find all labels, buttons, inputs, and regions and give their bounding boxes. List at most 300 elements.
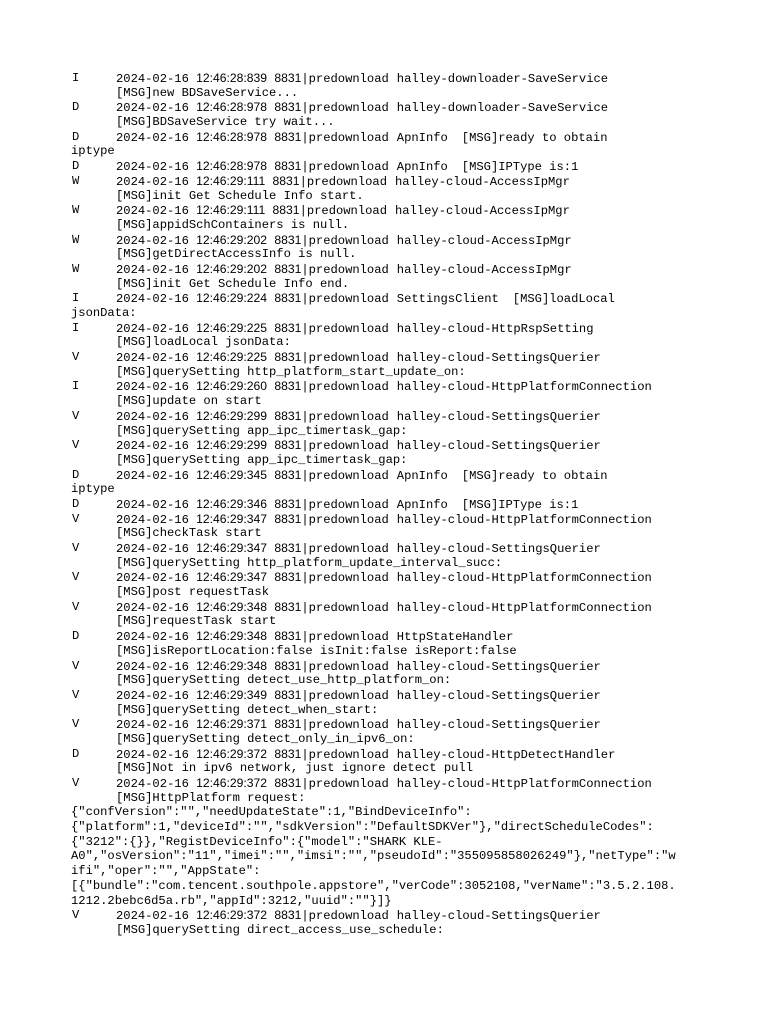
log-time: 12:46:28:978 — [196, 129, 268, 144]
log-message: [MSG]ready to obtain — [461, 468, 608, 483]
log-pid: 8831 — [274, 379, 302, 394]
log-time: 12:46:29:348 — [196, 599, 268, 614]
log-message: [MSG]init Get Schedule Info start. — [116, 188, 364, 203]
log-process: |predownload — [301, 688, 389, 703]
log-message: [MSG]IPType is:1 — [461, 160, 579, 175]
log-payload-line — [72, 820, 702, 835]
log-process: |predownload — [301, 233, 389, 248]
log-tag: halley-cloud-SettingsQuerier — [396, 909, 601, 924]
log-timestamp — [116, 571, 267, 585]
log-date: 2024-02-16 — [116, 321, 189, 336]
log-process: |predownload — [301, 777, 389, 791]
log-date: 2024-02-16 — [116, 659, 189, 674]
log-pid: 8831 — [274, 467, 302, 482]
log-pid: 8831 — [274, 291, 302, 306]
log-tag: halley-cloud-AccessIpMgr — [396, 262, 572, 277]
log-process: |predownload — [301, 497, 389, 512]
log-message: [MSG]querySetting direct_access_use_schedule: — [116, 922, 444, 937]
log-payload: [{"bundle":"com.tencent.southpole.appstore","verCode":3052108,"verName":"3.5.2.108. — [71, 878, 676, 893]
log-date: 2024-02-16 — [116, 292, 189, 307]
log-line — [72, 629, 702, 644]
log-tag: ApnInfo — [396, 130, 448, 145]
log-line — [72, 438, 702, 453]
log-timestamp — [116, 410, 267, 424]
log-line — [72, 115, 702, 130]
log-message: [MSG]querySetting app_ipc_timertask_gap: — [116, 423, 408, 438]
log-process: |predownload — [301, 130, 389, 145]
log-line — [72, 130, 702, 145]
log-line — [72, 673, 702, 688]
log-message: [MSG]init Get Schedule Info end. — [116, 276, 350, 291]
log-entry — [72, 350, 702, 379]
log-line — [72, 306, 702, 321]
log-level: D — [72, 100, 80, 115]
log-process: |predownload — [301, 571, 389, 586]
log-line — [72, 776, 702, 791]
log-tag: halley-downloader-SaveService — [396, 72, 609, 86]
log-pid: 8831 — [274, 320, 302, 335]
log-line — [72, 747, 702, 762]
log-line — [72, 365, 702, 380]
log-date: 2024-02-16 — [116, 160, 189, 175]
log-level: V — [72, 541, 80, 555]
log-line — [72, 761, 702, 776]
log-entry — [72, 629, 702, 658]
log-entry — [72, 570, 702, 599]
log-timestamp — [116, 322, 267, 336]
log-timestamp — [116, 380, 267, 394]
log-line — [72, 379, 702, 394]
log-pid: 8831 — [274, 717, 302, 732]
log-line — [72, 703, 702, 718]
log-time: 12:46:29:299 — [196, 408, 268, 423]
log-process: |predownload — [301, 600, 389, 615]
log-time: 12:46:29:371 — [196, 717, 268, 732]
log-line — [72, 556, 702, 571]
log-entry — [72, 541, 702, 570]
log-line — [72, 468, 702, 483]
log-process: |predownload — [301, 262, 389, 277]
log-date: 2024-02-16 — [116, 600, 189, 615]
log-timestamp — [116, 630, 267, 644]
log-time: 12:46:29:347 — [196, 541, 268, 555]
log-time: 12:46:29:202 — [196, 261, 268, 276]
log-entry — [72, 100, 702, 129]
log-level: V — [72, 511, 80, 526]
log-level: V — [72, 408, 80, 423]
log-line — [72, 174, 702, 189]
log-document — [72, 71, 702, 938]
log-line — [72, 144, 702, 159]
log-tag: halley-cloud-SettingsQuerier — [396, 659, 601, 674]
log-date: 2024-02-16 — [116, 204, 189, 219]
log-process: |predownload — [301, 292, 389, 307]
log-pid: 8831 — [274, 541, 302, 555]
log-level: D — [72, 159, 80, 174]
log-time: 12:46:29:346 — [196, 496, 268, 511]
log-message: [MSG]getDirectAccessInfo is null. — [116, 247, 357, 262]
log-line — [72, 291, 702, 306]
log-line — [72, 189, 702, 204]
log-entry — [72, 688, 702, 717]
log-timestamp — [116, 131, 267, 145]
log-time: 12:46:29:225 — [196, 350, 268, 365]
log-pid: 8831 — [274, 438, 302, 453]
log-level: V — [72, 599, 80, 614]
log-time: 12:46:29:347 — [196, 511, 268, 526]
log-pid: 8831 — [274, 232, 302, 247]
log-line — [72, 482, 702, 497]
log-date: 2024-02-16 — [116, 468, 189, 483]
log-timestamp — [116, 234, 267, 248]
log-line — [72, 585, 702, 600]
log-level: D — [72, 129, 80, 144]
log-timestamp — [116, 263, 267, 277]
log-level: D — [72, 496, 80, 511]
log-line — [72, 923, 702, 938]
log-message: [MSG]querySetting detect_use_http_platform_on: — [116, 673, 452, 688]
log-line — [72, 277, 702, 292]
log-pid: 8831 — [274, 100, 302, 115]
log-entry — [72, 512, 702, 541]
log-message: [MSG]loadLocal — [512, 292, 615, 307]
log-tag: halley-cloud-HttpPlatformConnection — [396, 777, 652, 791]
log-pid: 8831 — [274, 776, 302, 790]
log-timestamp — [116, 204, 265, 218]
log-tag: halley-cloud-HttpPlatformConnection — [396, 571, 652, 586]
log-payload: ifi","oper":"","AppState": — [71, 864, 261, 879]
log-level: I — [72, 320, 80, 335]
log-time: 12:46:29:348 — [196, 629, 268, 644]
log-pid: 8831 — [274, 629, 302, 644]
log-entry — [72, 659, 702, 688]
log-message: [MSG]checkTask start — [116, 526, 262, 541]
log-date: 2024-02-16 — [116, 351, 189, 366]
log-level: D — [72, 467, 80, 482]
log-line — [72, 600, 702, 615]
log-line — [72, 86, 702, 101]
log-process: |predownload — [301, 380, 389, 395]
log-message: [MSG]isReportLocation:false isInit:false isReport:false — [116, 643, 517, 658]
log-message: [MSG]IPType is:1 — [461, 497, 579, 512]
log-pid: 8831 — [274, 511, 302, 526]
log-line — [72, 688, 702, 703]
log-tag: halley-downloader-SaveService — [396, 101, 609, 116]
log-entry — [72, 379, 702, 408]
log-time: 12:46:29:349 — [196, 687, 268, 702]
log-time: 12:46:29:299 — [196, 438, 268, 453]
log-time: 12:46:29:347 — [196, 570, 268, 585]
log-tag: ApnInfo — [396, 160, 448, 175]
log-line — [72, 218, 702, 233]
log-message: [MSG]querySetting app_ipc_timertask_gap: — [116, 452, 408, 467]
log-time: 12:46:29:224 — [196, 291, 268, 306]
log-entry — [72, 438, 702, 467]
log-entry — [72, 717, 702, 746]
log-line — [72, 100, 702, 115]
log-entry — [72, 203, 702, 232]
log-timestamp — [116, 909, 267, 923]
log-pid: 8831 — [272, 173, 300, 188]
log-level: I — [72, 291, 80, 306]
log-message: [MSG]querySetting http_platform_start_update_on: — [116, 364, 466, 379]
log-timestamp — [116, 175, 265, 189]
log-level: W — [72, 232, 80, 247]
log-date: 2024-02-16 — [116, 909, 189, 924]
log-timestamp — [116, 513, 267, 527]
log-date: 2024-02-16 — [116, 571, 189, 586]
log-date: 2024-02-16 — [116, 747, 189, 762]
log-line — [72, 570, 702, 585]
log-pid: 8831 — [274, 408, 302, 423]
log-message: [MSG]querySetting detect_only_in_ipv6_on: — [116, 731, 415, 746]
log-message: [MSG]appidSchContainers is null. — [116, 217, 350, 232]
log-tag: HttpStateHandler — [396, 630, 514, 645]
log-timestamp — [116, 660, 267, 674]
log-time: 12:46:28:839 — [196, 71, 268, 85]
log-level: V — [72, 908, 80, 923]
log-level: W — [72, 173, 80, 188]
log-message-wrap: iptype — [71, 144, 115, 159]
log-line — [72, 526, 702, 541]
log-level: D — [72, 629, 80, 644]
log-line — [72, 717, 702, 732]
log-timestamp — [116, 469, 267, 483]
log-payload-line — [72, 879, 702, 894]
log-date: 2024-02-16 — [116, 630, 189, 645]
log-tag: halley-cloud-AccessIpMgr — [395, 174, 570, 189]
log-date: 2024-02-16 — [116, 380, 189, 395]
log-entry — [72, 908, 702, 937]
log-payload: A0","osVersion":"11","imei":"","imsi":"","pseudoId":"355095858026249"},"netType":"w — [71, 849, 676, 864]
log-time: 12:46:29:345 — [196, 467, 268, 482]
log-timestamp — [116, 292, 267, 306]
log-tag: halley-cloud-SettingsQuerier — [396, 439, 601, 454]
log-pid: 8831 — [274, 496, 302, 511]
log-entry — [72, 71, 702, 100]
log-level: I — [72, 379, 80, 394]
log-process: |predownload — [299, 204, 387, 219]
log-message: [MSG]new BDSaveService... — [116, 85, 299, 100]
log-payload-line — [72, 835, 702, 850]
log-entry — [72, 291, 702, 320]
log-process: |predownload — [301, 468, 389, 483]
log-timestamp — [116, 439, 267, 453]
log-payload-line — [72, 894, 702, 909]
log-time: 12:46:29:225 — [196, 320, 268, 335]
log-date: 2024-02-16 — [116, 130, 189, 145]
log-process: |predownload — [301, 160, 389, 175]
log-pid: 8831 — [274, 658, 302, 673]
log-time: 12:46:29:372 — [196, 908, 268, 923]
log-level: D — [72, 746, 80, 761]
log-line — [72, 203, 702, 218]
log-line — [72, 644, 702, 659]
log-message: [MSG]querySetting http_platform_update_interval_succ: — [116, 555, 503, 570]
log-tag: halley-cloud-SettingsQuerier — [396, 542, 601, 556]
log-pid: 8831 — [274, 687, 302, 702]
log-payload: 1212.2bebc6d5a.rb","appId":3212,"uuid":""}]} — [71, 893, 392, 908]
log-date: 2024-02-16 — [116, 688, 189, 703]
log-level: V — [72, 658, 80, 673]
log-level: V — [72, 687, 80, 702]
log-timestamp — [116, 777, 267, 791]
log-timestamp — [116, 601, 267, 615]
log-level: W — [72, 261, 80, 276]
log-entry — [72, 130, 702, 159]
log-time: 12:46:28:978 — [196, 159, 268, 174]
log-line — [72, 791, 702, 806]
log-pid: 8831 — [274, 261, 302, 276]
log-line — [72, 659, 702, 674]
log-line — [72, 732, 702, 747]
log-entry — [72, 747, 702, 776]
log-time: 12:46:29:260 — [196, 379, 268, 394]
log-timestamp — [116, 748, 267, 762]
log-line — [72, 424, 702, 439]
log-message-wrap: jsonData: — [71, 306, 137, 320]
log-process: |predownload — [301, 747, 389, 762]
log-line — [72, 394, 702, 409]
log-process: |predownload — [301, 718, 389, 733]
log-entry — [72, 233, 702, 262]
log-timestamp — [116, 718, 267, 732]
log-process: |predownload — [301, 542, 389, 556]
log-tag: halley-cloud-AccessIpMgr — [396, 233, 572, 248]
log-level: V — [72, 570, 80, 585]
log-process: |predownload — [301, 909, 389, 924]
log-tag: halley-cloud-AccessIpMgr — [395, 204, 570, 219]
log-payload: {"platform":1,"deviceId":"","sdkVersion":"DefaultSDKVer"},"directScheduleCodes": — [71, 820, 654, 835]
log-line — [72, 541, 702, 556]
log-message: [MSG]post requestTask — [116, 585, 269, 600]
log-tag: halley-cloud-SettingsQuerier — [396, 718, 601, 733]
log-time: 12:46:28:978 — [196, 100, 268, 115]
log-message: [MSG]loadLocal jsonData: — [116, 335, 291, 350]
log-message: [MSG]HttpPlatform request: — [116, 790, 306, 805]
log-pid: 8831 — [274, 350, 302, 365]
log-tag: halley-cloud-HttpPlatformConnection — [396, 600, 652, 615]
log-tag: halley-cloud-HttpPlatformConnection — [396, 512, 652, 527]
log-payload: {"confVersion":"","needUpdateState":1,"BindDeviceInfo": — [71, 805, 472, 820]
log-level: V — [72, 776, 80, 790]
log-message: [MSG]requestTask start — [116, 614, 277, 629]
log-line — [72, 335, 702, 350]
log-entry — [72, 159, 702, 174]
log-pid: 8831 — [274, 908, 302, 923]
log-payload-line — [72, 805, 702, 820]
log-process: |predownload — [301, 351, 389, 366]
log-timestamp — [116, 498, 267, 512]
log-date: 2024-02-16 — [116, 512, 189, 527]
log-payload: {"3212":{}},"RegistDeviceInfo":{"model":"SHARK KLE- — [71, 834, 443, 849]
log-payload-line — [72, 864, 702, 879]
log-message: [MSG]Not in ipv6 network, just ignore detect pull — [116, 761, 473, 776]
log-level: V — [72, 350, 80, 365]
log-entry — [72, 776, 702, 908]
log-entry — [72, 409, 702, 438]
log-date: 2024-02-16 — [116, 174, 189, 189]
log-level: V — [72, 438, 80, 453]
log-date: 2024-02-16 — [116, 233, 189, 248]
log-timestamp — [116, 542, 267, 556]
log-timestamp — [116, 160, 267, 174]
log-payload-line — [72, 849, 702, 864]
log-date: 2024-02-16 — [116, 777, 189, 791]
log-date: 2024-02-16 — [116, 72, 189, 86]
log-entry — [72, 600, 702, 629]
log-process: |predownload — [301, 101, 389, 116]
log-line — [72, 512, 702, 527]
log-tag: ApnInfo — [396, 468, 448, 483]
log-message: [MSG]ready to obtain — [461, 130, 608, 145]
log-entry — [72, 262, 702, 291]
log-line — [72, 159, 702, 174]
log-pid: 8831 — [274, 129, 302, 144]
log-message: [MSG]update on start — [116, 394, 262, 409]
log-process: |predownload — [301, 439, 389, 454]
log-pid: 8831 — [272, 203, 300, 218]
log-entry — [72, 174, 702, 203]
log-level: I — [72, 71, 80, 85]
log-process: |predownload — [301, 321, 389, 336]
log-tag: halley-cloud-HttpRspSetting — [396, 321, 594, 336]
log-pid: 8831 — [274, 570, 302, 585]
log-entry — [72, 321, 702, 350]
log-timestamp — [116, 101, 267, 115]
log-line — [72, 908, 702, 923]
log-timestamp — [116, 689, 267, 703]
log-line — [72, 497, 702, 512]
log-timestamp — [116, 351, 267, 365]
log-tag: halley-cloud-SettingsQuerier — [396, 409, 601, 424]
log-process: |predownload — [301, 72, 389, 86]
log-message: [MSG]BDSaveService try wait... — [116, 115, 335, 130]
log-process: |predownload — [299, 174, 387, 189]
log-time: 12:46:29:202 — [196, 232, 268, 247]
log-line — [72, 453, 702, 468]
log-tag: SettingsClient — [396, 292, 499, 307]
log-line — [72, 350, 702, 365]
log-entry — [72, 468, 702, 497]
log-tag: halley-cloud-SettingsQuerier — [396, 351, 601, 366]
log-process: |predownload — [301, 512, 389, 527]
log-time: 12:46:29:111 — [196, 173, 266, 188]
log-date: 2024-02-16 — [116, 542, 189, 556]
log-tag: ApnInfo — [396, 497, 448, 512]
log-process: |predownload — [301, 409, 389, 424]
log-line — [72, 247, 702, 262]
log-date: 2024-02-16 — [116, 101, 189, 116]
log-pid: 8831 — [274, 71, 302, 85]
log-message-wrap: iptype — [71, 482, 115, 497]
log-pid: 8831 — [274, 746, 302, 761]
log-time: 12:46:29:372 — [196, 746, 268, 761]
log-tag: halley-cloud-SettingsQuerier — [396, 688, 601, 703]
log-message: [MSG]querySetting detect_when_start: — [116, 702, 379, 717]
log-level: V — [72, 717, 80, 732]
log-line — [72, 321, 702, 336]
log-pid: 8831 — [274, 159, 302, 174]
log-date: 2024-02-16 — [116, 409, 189, 424]
log-line — [72, 71, 702, 86]
log-time: 12:46:29:372 — [196, 776, 268, 790]
log-line — [72, 409, 702, 424]
log-line — [72, 614, 702, 629]
log-date: 2024-02-16 — [116, 439, 189, 454]
log-line — [72, 233, 702, 248]
log-time: 12:46:29:348 — [196, 658, 268, 673]
